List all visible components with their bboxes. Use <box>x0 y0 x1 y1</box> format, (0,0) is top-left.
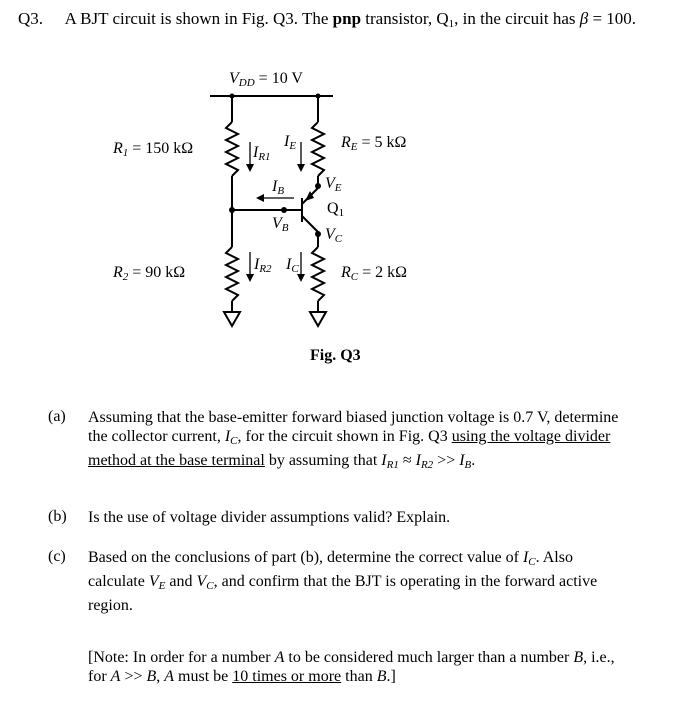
rc-symbol: R <box>341 264 351 281</box>
part-a-line-3 <box>88 451 660 475</box>
ve-node <box>315 183 321 189</box>
c-ic: I <box>522 549 529 566</box>
part-c-line-3: region. <box>88 597 133 614</box>
c-ve: V <box>148 573 159 590</box>
a-underline-1: using the voltage divider <box>451 428 611 445</box>
a-ic: I <box>224 428 231 445</box>
note-comma: , <box>156 668 165 685</box>
part-b-text: Is the use of voltage divider assumptions valid? Explain. <box>88 509 451 526</box>
intro-bold: pnp <box>332 9 362 28</box>
ir2-symbol: I <box>254 256 260 273</box>
ir1-sub: R1 <box>258 151 271 163</box>
vc-sub: C <box>334 233 343 245</box>
a-ib-sub: B <box>464 459 472 471</box>
ground-right-icon <box>310 312 326 326</box>
intro-text-2: transistor, Q <box>361 9 449 28</box>
rc-sub: C <box>350 271 359 283</box>
note-b1: B <box>573 649 584 666</box>
a-ib: I <box>459 452 465 469</box>
intro-text-4: = 100. <box>588 9 637 28</box>
q1-symbol: Q <box>327 200 339 217</box>
note-post: than <box>341 668 377 685</box>
note-end-2: .] <box>386 668 396 685</box>
r1-sub: 1 <box>122 147 129 159</box>
r2-symbol: R <box>113 264 123 281</box>
re-symbol: R <box>341 134 351 151</box>
ib-symbol: I <box>272 178 278 195</box>
ground-left-icon <box>224 312 240 326</box>
re-resistor <box>312 122 324 176</box>
ir2-label <box>254 256 272 275</box>
ir1-label <box>253 144 271 163</box>
r2-label <box>113 264 185 283</box>
part-a-text <box>88 408 660 475</box>
note-text <box>88 648 660 686</box>
r1-label <box>113 140 193 159</box>
a-mid: , for the circuit shown in Fig. Q3 <box>237 428 452 445</box>
vc-label <box>325 226 342 245</box>
c-mid-2: and <box>165 573 197 590</box>
c-ve-sub: E <box>158 580 166 592</box>
r2-sub: 2 <box>122 271 129 283</box>
r1-resistor <box>226 122 238 176</box>
c-ic-sub: C <box>528 556 536 568</box>
a-end: . <box>471 452 476 469</box>
re-sub: E <box>350 141 358 153</box>
ve-label <box>325 175 342 194</box>
part-c-line-2 <box>88 572 660 596</box>
vb-symbol: V <box>272 215 282 232</box>
part-b-label: (b) <box>48 508 67 525</box>
ib-arrowhead <box>256 194 264 202</box>
rc-label <box>341 264 407 283</box>
c-pre: Based on the conclusions of part (b), determine the correct value of <box>88 549 523 566</box>
r1-symbol: R <box>113 140 123 157</box>
a-underline-2: method at the base terminal <box>88 452 265 469</box>
note-line-1 <box>88 648 660 667</box>
ie-arrowhead <box>297 164 305 172</box>
a-ir2: I <box>415 452 421 469</box>
a-mid-2: by assuming that <box>264 452 382 469</box>
part-c-line-1 <box>88 548 660 572</box>
a-ir2-sub: R2 <box>420 459 434 471</box>
note-a1: A <box>274 649 285 666</box>
a-gg: >> <box>433 452 460 469</box>
part-a-line-2 <box>88 427 660 451</box>
re-label <box>341 134 406 153</box>
c-pre-2: calculate <box>88 573 149 590</box>
q1-label <box>327 200 344 219</box>
beta-symbol: β <box>579 9 589 28</box>
re-value: = 5 kΩ <box>357 134 407 151</box>
ic-arrowhead <box>297 274 305 282</box>
transistor-collector <box>302 216 318 232</box>
vb-label <box>272 215 289 234</box>
note-a3: A <box>164 668 175 685</box>
figure-caption: Fig. Q3 <box>310 347 361 364</box>
vdd-sub: DD <box>238 77 255 89</box>
intro-text-3: , in the circuit has <box>454 9 580 28</box>
ib-label <box>272 178 284 197</box>
ic-label <box>286 256 299 275</box>
part-c-text <box>88 548 660 615</box>
ir1-symbol: I <box>253 144 259 161</box>
a-approx: ≈ <box>398 452 416 469</box>
ie-symbol: I <box>284 133 290 150</box>
r1-value: = 150 kΩ <box>128 140 194 157</box>
ic-sub: C <box>291 263 299 275</box>
ie-sub: E <box>289 140 297 152</box>
vdd-node <box>230 94 235 99</box>
ie-label <box>284 133 296 152</box>
note-pre-2: for <box>88 668 111 685</box>
c-end-2: , and confirm that the BJT is operating in the forward active <box>213 573 598 590</box>
vdd-node-right <box>316 94 321 99</box>
a-pre: the collector current, <box>88 428 225 445</box>
a-ic-sub: C <box>230 435 238 447</box>
ib-sub: B <box>277 185 285 197</box>
vb-node <box>281 207 287 213</box>
note-line-2 <box>88 667 660 686</box>
q1-sub: 1 <box>338 207 345 219</box>
note-pre: [Note: In order for a number <box>88 649 275 666</box>
note-a2: A <box>110 668 121 685</box>
vdd-symbol: V <box>229 70 239 87</box>
a-ir1: I <box>381 452 387 469</box>
ir1-arrowhead <box>246 164 254 172</box>
note-b2: B <box>146 668 157 685</box>
vdd-label <box>229 70 303 89</box>
base-junction-node <box>229 207 235 213</box>
note-underline: 10 times or more <box>232 668 342 685</box>
intro-sub: 1 <box>448 18 455 30</box>
vc-node <box>315 231 321 237</box>
vdd-value: = 10 V <box>254 70 303 87</box>
ve-symbol: V <box>325 175 335 192</box>
question-number: Q3. <box>18 9 44 28</box>
c-vc-sub: C <box>206 580 214 592</box>
rc-value: = 2 kΩ <box>358 264 408 281</box>
ir2-sub: R2 <box>259 263 272 275</box>
vb-sub: B <box>281 222 289 234</box>
ir2-arrowhead <box>246 274 254 282</box>
r2-resistor <box>226 247 238 301</box>
vc-symbol: V <box>325 226 335 243</box>
part-c-label: (c) <box>48 548 66 565</box>
r2-value: = 90 kΩ <box>128 264 186 281</box>
rc-resistor <box>312 247 324 301</box>
ve-sub: E <box>334 182 342 194</box>
note-gg: >> <box>120 668 147 685</box>
note-mid: to be considered much larger than a number <box>284 649 574 666</box>
c-vc: V <box>196 573 207 590</box>
note-mid-2: must be <box>174 668 233 685</box>
part-a-line-1: Assuming that the base-emitter forward biased junction voltage is 0.7 V, determine <box>88 409 619 426</box>
note-b3: B <box>376 668 387 685</box>
intro-text: A BJT circuit is shown in Fig. Q3. The <box>64 9 333 28</box>
c-end-1: . Also <box>535 549 573 566</box>
a-ir1-sub: R1 <box>386 459 399 471</box>
note-end-1: , i.e., <box>583 649 615 666</box>
part-a-label: (a) <box>48 408 66 425</box>
ic-symbol: I <box>286 256 292 273</box>
